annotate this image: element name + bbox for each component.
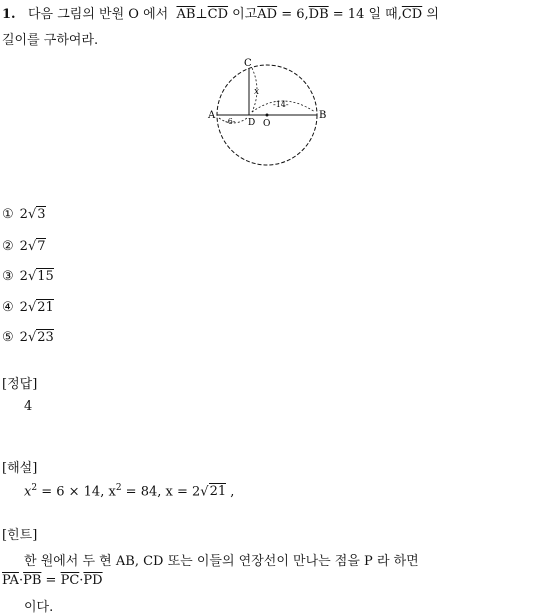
choice-coef: 2: [19, 239, 28, 254]
choice-coef: 2: [19, 207, 28, 222]
problem-end: 의: [422, 7, 439, 22]
label-14: -14-: [273, 100, 289, 109]
choice-1[interactable]: ① 2√3: [2, 207, 46, 222]
hint-line-1: 한 원에서 두 현 AB, CD 또는 이들의 연장선이 만나는 점을 P 라 하면: [24, 554, 419, 569]
choice-mark: ②: [2, 239, 14, 254]
choice-2[interactable]: ② 2√7: [2, 239, 46, 254]
problem-line-1: [2, 3, 439, 22]
var-x: x: [24, 484, 32, 500]
solution-part3: = 84, x = 2: [121, 484, 201, 500]
hint-line-2: [2, 573, 103, 588]
hint-header: [힌트]: [2, 528, 38, 543]
problem-number: 1.: [2, 7, 16, 22]
segment-cd-2: $\overline{CD}$: [401, 7, 423, 22]
dot: ·: [79, 573, 84, 588]
solution-part2: = 6 × 14, x: [37, 484, 116, 500]
segment-pb: $\overline{PB}$: [23, 573, 42, 588]
problem-eq2: = 14 일 때,: [328, 7, 402, 22]
problem-line-2: 길이를 구하여라.: [2, 33, 99, 48]
label-x: x: [254, 87, 260, 97]
segment-ad: $\overline{AD}$: [257, 7, 278, 22]
answer-value: 4: [24, 399, 33, 414]
exp-2b: 2: [115, 483, 122, 493]
choice-radicand: 21: [37, 300, 54, 315]
choice-coef: 2: [19, 330, 28, 345]
solution-formula: $x^2 = 6 \times 14$, $x^2 = 84$, x = 2√21 ,: [24, 483, 235, 500]
label-b: B: [319, 110, 327, 121]
label-c: C: [244, 58, 252, 69]
segment-pc: $\overline{PC}$: [60, 573, 80, 588]
solution-radicand: 21: [209, 484, 227, 500]
problem-text: 다음 그림의 반원 O 에서: [27, 7, 169, 22]
choice-mark: ④: [2, 300, 14, 315]
choice-mark: ⑤: [2, 330, 14, 345]
label-a: A: [208, 110, 216, 121]
segment-cd: $\overline{CD}$: [207, 7, 229, 22]
choice-3[interactable]: ③ 2√15: [2, 269, 54, 284]
choice-radicand: 7: [37, 239, 46, 254]
perp-symbol: ⊥: [195, 7, 208, 22]
semicircle-figure: [200, 52, 340, 177]
choice-radicand: 15: [37, 269, 54, 284]
segment-pd: $\overline{PD}$: [83, 573, 103, 588]
label-d: D: [248, 118, 256, 128]
label-6: -6-: [225, 117, 236, 126]
segment-ab: $\overline{AB}$: [176, 7, 196, 22]
choice-radicand: 3: [37, 207, 46, 222]
hint-line-3: 이다.: [24, 600, 54, 615]
choice-radicand: 23: [37, 330, 54, 345]
problem-eq1: = 6,: [277, 7, 309, 22]
segment-pa: $\overline{PA}$: [2, 573, 19, 588]
choice-mark: ③: [2, 269, 14, 284]
answer-header: [정답]: [2, 377, 38, 392]
solution-tail: ,: [226, 484, 235, 500]
problem-text-mid: 이고: [228, 7, 258, 22]
choice-mark: ①: [2, 207, 14, 222]
segment-db: $\overline{DB}$: [308, 7, 329, 22]
choice-5[interactable]: ⑤ 2√23: [2, 330, 54, 345]
label-o: O: [263, 119, 271, 129]
choice-coef: 2: [19, 269, 28, 284]
choice-4[interactable]: ④ 2√21: [2, 300, 54, 315]
solution-header: [해설]: [2, 461, 38, 476]
dot: ·: [18, 573, 24, 588]
point-o: [266, 114, 269, 117]
equals: =: [41, 573, 61, 588]
exp-2: 2: [31, 483, 38, 493]
choice-coef: 2: [19, 300, 28, 315]
